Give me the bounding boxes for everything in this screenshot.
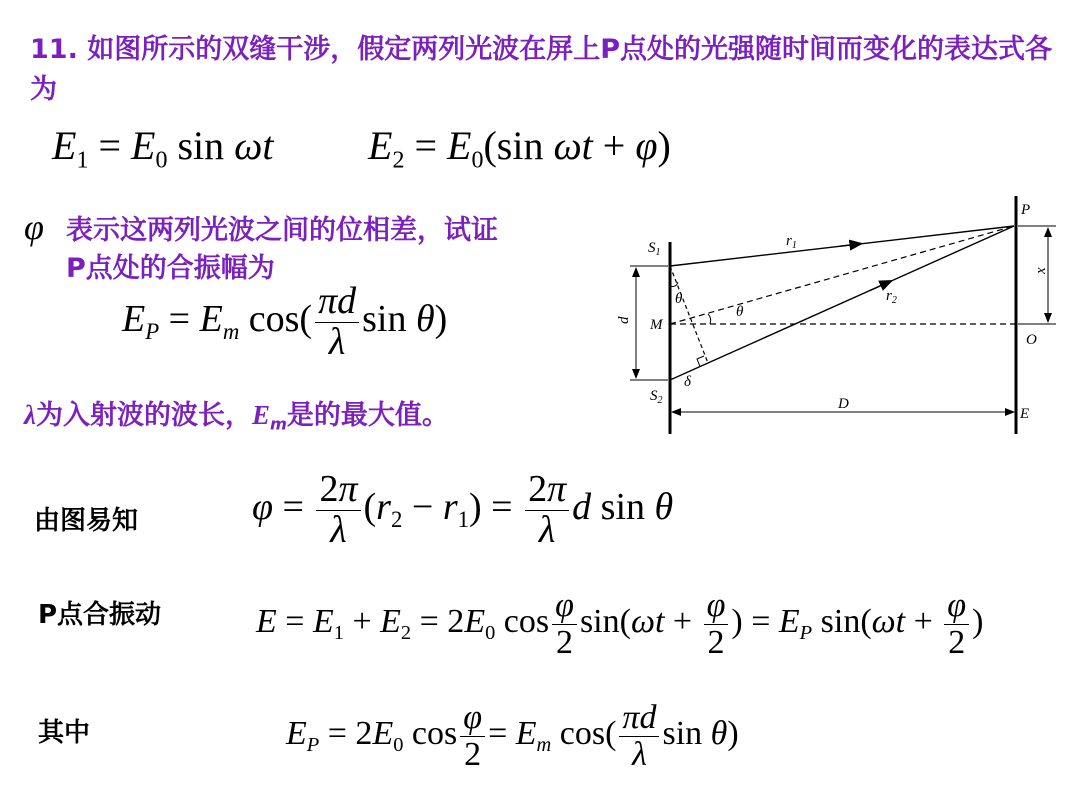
step2-label: P点合振动 — [38, 600, 162, 630]
label-s2: $S_2$ — [650, 388, 663, 406]
ray-r1-arrow — [840, 244, 862, 247]
label-d: d — [616, 316, 632, 324]
em-subscript: m — [270, 414, 287, 434]
mp-dashed-line — [670, 226, 1014, 324]
theta-arc-2 — [708, 314, 711, 324]
prove-statement: P点处的合振幅为 — [66, 253, 275, 284]
em-symbol: E — [251, 400, 270, 430]
label-e: E — [1020, 406, 1030, 422]
equation-e-sum: $E = E_1 + E_2 = 2E_0$ cos $\frac{\varphi}{2}$ sin(ωt + $\frac{\varphi}{2}$ ) = $E_P$ sin(ωt + $\frac{\varphi}{2}$ ) — [256, 587, 984, 661]
phi-symbol: φ — [24, 207, 44, 247]
problem-title: 11. 如图所示的双缝干涉，假定两列光波在屏上P点处的光强随时间而变化的表达式各为 — [30, 34, 1053, 105]
phi-description: 表示这两列光波之间的位相差，试证 — [66, 215, 498, 246]
label-D: D — [838, 396, 849, 412]
step1-label: 由图易知 — [34, 506, 139, 536]
label-m: M — [650, 317, 663, 333]
equation-e2: $E_2 = E_0(\sin$ ωt + φ) — [368, 123, 671, 174]
ray-r2 — [670, 226, 1014, 380]
double-slit-diagram — [600, 190, 1060, 440]
label-delta: δ — [684, 374, 691, 390]
label-r1: $r_1$ — [786, 233, 797, 251]
label-s1: $S_1$ — [648, 240, 661, 258]
label-p: P — [1021, 202, 1031, 218]
label-r2: $r_2$ — [886, 288, 897, 306]
lambda-text: 为入射波的波长， — [35, 400, 252, 431]
lambda-description — [24, 393, 449, 434]
equation-ep-final: $E_P = 2E_0$ cos $\frac{\varphi}{2}$ = $E_m$ cos( $\frac{\pi d}{\lambda}$ sin θ) — [286, 699, 739, 773]
em-text: 是的最大值。 — [286, 400, 449, 431]
label-x: x — [1033, 267, 1049, 274]
label-theta-1: θ — [675, 291, 683, 307]
step3-label: 其中 — [38, 718, 91, 748]
label-theta-2: θ — [736, 304, 744, 320]
label-o: O — [1026, 332, 1037, 348]
equation-e1: $E_1 = E_0$ sin ωt — [52, 123, 274, 174]
lambda-symbol: λ — [24, 400, 36, 430]
equation-ep: $E_P = E_m$ cos( $\frac{\pi d}{\lambda}$ sin θ) — [122, 280, 448, 363]
equation-phi: φ = $\frac{2\pi}{\lambda}$ $(r_2 - r_1)$ = $\frac{2\pi}{\lambda}$ d sin θ — [252, 468, 674, 551]
